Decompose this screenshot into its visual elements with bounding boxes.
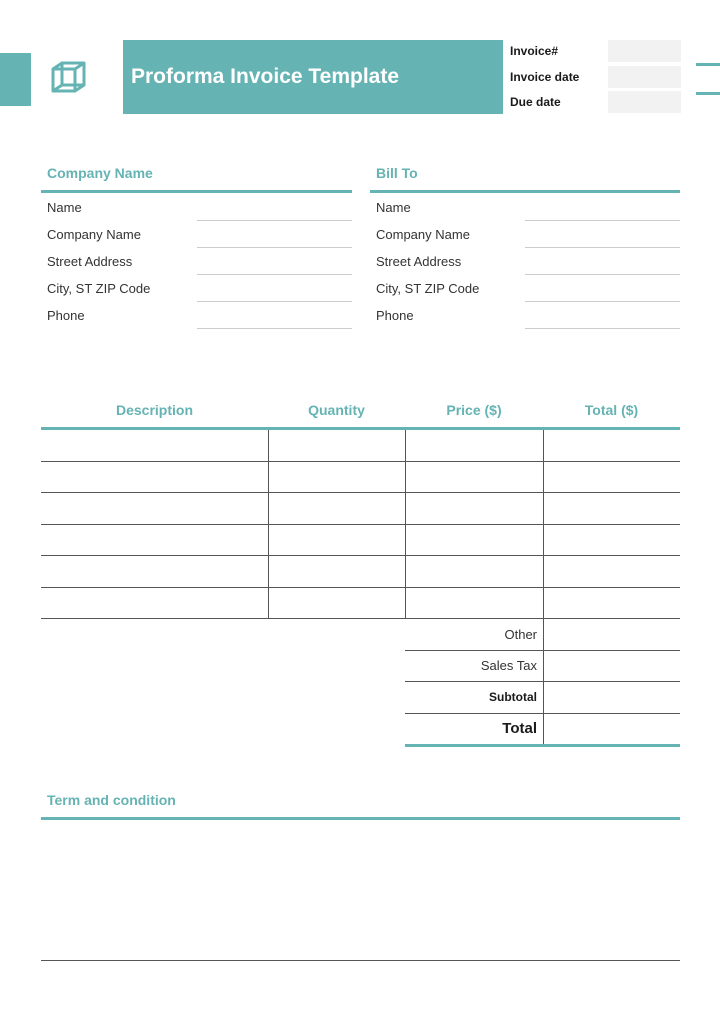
bill-city-label: City, ST ZIP Code bbox=[376, 281, 480, 296]
bill-to-rule bbox=[370, 190, 680, 193]
cube-icon bbox=[50, 60, 88, 98]
bill-name-label: Name bbox=[376, 200, 411, 215]
table-row[interactable] bbox=[41, 588, 680, 618]
total-value[interactable] bbox=[544, 714, 680, 744]
total-rule bbox=[405, 744, 680, 747]
sales-tax-value[interactable] bbox=[544, 651, 680, 681]
bill-street-input[interactable] bbox=[525, 274, 680, 275]
table-row[interactable] bbox=[41, 493, 680, 524]
company-street-label: Street Address bbox=[47, 254, 133, 269]
due-date-field[interactable] bbox=[608, 91, 681, 113]
terms-text-area[interactable] bbox=[47, 830, 674, 952]
column-header-total: Total ($) bbox=[584, 402, 639, 418]
subtotal-value[interactable] bbox=[544, 682, 680, 713]
company-city-input[interactable] bbox=[197, 301, 352, 302]
accent-block bbox=[0, 53, 31, 106]
sales-tax-label: Sales Tax bbox=[480, 658, 537, 673]
company-city-label: City, ST ZIP Code bbox=[47, 281, 151, 296]
page-title-text: Proforma Invoice Template bbox=[131, 65, 400, 88]
bill-phone-label: Phone bbox=[376, 308, 414, 323]
invoice-date-label: Invoice date bbox=[510, 70, 580, 84]
company-phone-input[interactable] bbox=[197, 328, 352, 329]
company-company-input[interactable] bbox=[197, 247, 352, 248]
column-divider bbox=[268, 430, 269, 619]
table-row[interactable] bbox=[41, 556, 680, 587]
bill-company-input[interactable] bbox=[525, 247, 680, 248]
other-label: Other bbox=[504, 627, 537, 642]
bill-city-input[interactable] bbox=[525, 301, 680, 302]
invoice-number-label: Invoice# bbox=[510, 44, 559, 58]
invoice-date-field[interactable] bbox=[608, 66, 681, 88]
terms-heading: Term and condition bbox=[47, 792, 176, 808]
bill-street-label: Street Address bbox=[376, 254, 462, 269]
column-header-quantity: Quantity bbox=[308, 402, 365, 418]
invoice-number-field[interactable] bbox=[608, 40, 681, 62]
due-date-label: Due date bbox=[510, 95, 561, 109]
terms-bottom-rule bbox=[41, 960, 680, 961]
company-phone-label: Phone bbox=[47, 308, 85, 323]
bill-name-input[interactable] bbox=[525, 220, 680, 221]
bill-to-heading: Bill To bbox=[376, 165, 418, 181]
subtotal-label: Subtotal bbox=[489, 690, 537, 704]
column-divider bbox=[405, 430, 406, 619]
terms-rule bbox=[41, 817, 680, 820]
bill-phone-input[interactable] bbox=[525, 328, 680, 329]
company-rule bbox=[41, 190, 352, 193]
table-row[interactable] bbox=[41, 462, 680, 492]
company-street-input[interactable] bbox=[197, 274, 352, 275]
company-name-input[interactable] bbox=[197, 220, 352, 221]
table-row[interactable] bbox=[41, 430, 680, 461]
column-header-price: Price ($) bbox=[446, 402, 502, 418]
total-label: Total bbox=[502, 720, 537, 737]
company-heading: Company Name bbox=[47, 165, 153, 181]
table-row[interactable] bbox=[41, 525, 680, 555]
decorative-line bbox=[696, 63, 720, 66]
bill-company-label: Company Name bbox=[376, 227, 470, 242]
column-header-description: Description bbox=[115, 402, 193, 418]
page-title bbox=[123, 40, 503, 114]
decorative-line bbox=[696, 92, 720, 95]
company-company-label: Company Name bbox=[47, 227, 141, 242]
other-value[interactable] bbox=[544, 619, 680, 650]
company-name-label: Name bbox=[47, 200, 82, 215]
